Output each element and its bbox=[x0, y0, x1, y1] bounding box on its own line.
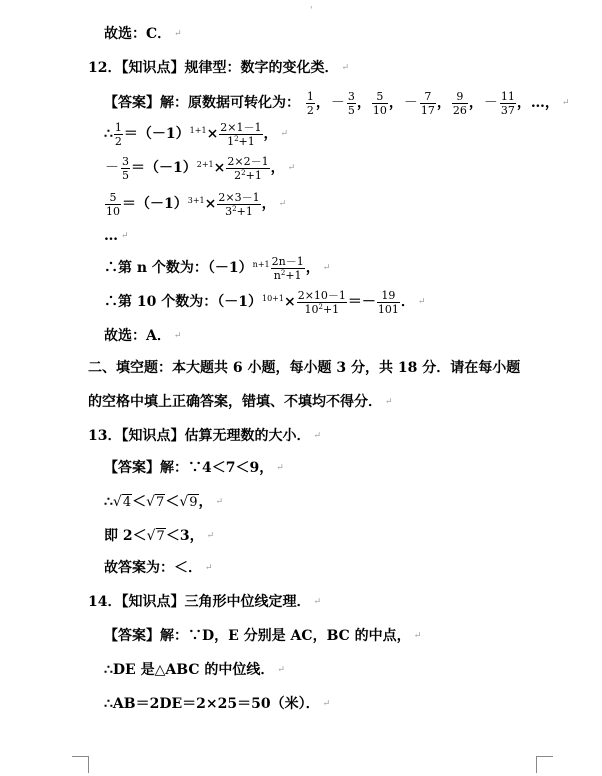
sqrt-7: √7 bbox=[146, 494, 165, 510]
q11-conclusion: 故选：C． ↵ bbox=[104, 26, 182, 42]
seq-fraction: $\frac{7}{17}$ bbox=[420, 89, 435, 117]
tenth-result-frac: $\frac{19}{101}$ bbox=[377, 288, 399, 316]
seq-sign: － bbox=[483, 95, 498, 111]
q13-heading: 13．【知识点】估算无理数的大小． ↵ bbox=[88, 428, 322, 444]
q12-answer-sequence: 【答案】解：原数据可转化为： $\frac{1}{2}$ ，－ $\frac{3}{5}$ ， $\frac{5}{10}$ ，－ $\frac{7}{17}$ ， $\frac{9}{26}$ ，－ $\frac{11}{37}$ ，…， ↵ bbox=[104, 89, 570, 117]
seq-sign: － bbox=[403, 95, 418, 111]
sqrt-7-b: √7 bbox=[146, 528, 165, 544]
seq-fraction: $\frac{1}{2}$ bbox=[306, 89, 314, 117]
q13-conclusion: 故答案为：＜． ↵ bbox=[104, 560, 213, 576]
row3-frac: $\frac{5}{10}$ bbox=[106, 190, 120, 218]
q14-line2: ∴DE 是△ABC 的中位线． ↵ bbox=[104, 662, 285, 678]
seq-fraction: $\frac{11}{37}$ bbox=[500, 89, 515, 117]
q12-row-3: $\frac{5}{10}$ $=(-1)^{3+1}\times$ $\frac{2\times 3-1}{3^2+1}$ ， ↵ bbox=[106, 190, 287, 218]
tenth-frac: $\frac{2\times 10-1}{10^2+1}$ bbox=[297, 288, 346, 316]
row2-big-frac: $\frac{2\times 2-1}{2^2+1}$ bbox=[227, 154, 269, 182]
nth-frac: $\frac{2n-1}{n^2+1}$ bbox=[271, 254, 304, 282]
row2-frac: $\frac{3}{5}$ bbox=[122, 154, 129, 182]
q14-answer: 【答案】解：∵D，E 分别是 AC，BC 的中点， ↵ bbox=[104, 628, 422, 644]
q12-tenth-term: ∴第 10 个数为：$(-1)^{10+1}\times$ $\frac{2\times 10-1}{10^2+1}$ ＝－ $\frac{19}{101}$ ． ↵ bbox=[104, 288, 426, 316]
row3-big-frac: $\frac{2\times 3-1}{3^2+1}$ bbox=[218, 190, 260, 218]
q12-ellipsis: … ↵ bbox=[104, 228, 129, 244]
q12-nth-term: ∴第 n 个数为：$(-1)^{n+1}$ $\frac{2n-1}{n^2+1}$ ， ↵ bbox=[104, 254, 331, 282]
sqrt-9: √9 bbox=[179, 494, 198, 510]
q14-line3: ∴AB＝2DE＝2×25＝50（米）． ↵ bbox=[104, 696, 331, 712]
seq-fraction: $\frac{9}{26}$ bbox=[452, 89, 467, 117]
page-corner-mark-right bbox=[536, 756, 553, 773]
page-corner-mark-left bbox=[72, 756, 89, 773]
q13-roots: ∴√4＜√7＜√9， ↵ bbox=[104, 490, 223, 515]
seq-fraction: $\frac{3}{5}$ bbox=[347, 89, 355, 117]
page-top-mark: ' bbox=[310, 6, 313, 16]
q12-heading: 12．【知识点】规律型：数字的变化类． ↵ bbox=[88, 60, 350, 76]
seq-sign: － bbox=[330, 95, 345, 111]
q13-answer: 【答案】解：∵4＜7＜9， ↵ bbox=[104, 460, 284, 476]
seq-fraction: $\frac{5}{10}$ bbox=[372, 89, 387, 117]
row1-big-frac: $\frac{2\times 1-1}{1^2+1}$ bbox=[220, 120, 262, 148]
sqrt-4: √4 bbox=[112, 494, 132, 510]
q12-row-2: － $\frac{3}{5}$ $=(-1)^{2+1}\times$ $\frac{2\times 2-1}{2^2+1}$ ， ↵ bbox=[105, 154, 296, 182]
row1-frac: $\frac{1}{2}$ bbox=[114, 120, 122, 148]
section2-line2: 的空格中填上正确答案，错填、不填均不得分． ↵ bbox=[88, 394, 393, 410]
q13-ji: 即 2＜√7＜3， ↵ bbox=[104, 524, 214, 549]
sequence-fractions: $\frac{1}{2}$ ，－ $\frac{3}{5}$ ， $\frac{5}{10}$ ，－ $\frac{7}{17}$ ， $\frac{9}{26}$ ，－ $\frac{11}{37}$ bbox=[306, 89, 515, 117]
q12-row-1: ∴ $\frac{1}{2}$ $=(-1)^{1+1}\times$ $\frac{2\times 1-1}{1^2+1}$ ， ↵ bbox=[104, 120, 289, 148]
q12-conclusion: 故选：A． ↵ bbox=[104, 328, 182, 344]
q14-heading: 14．【知识点】三角形中位线定理． ↵ bbox=[88, 594, 322, 610]
section2-line1: 二、填空题：本大题共 6 小题，每小题 3 分，共 18 分．请在每小题 bbox=[88, 360, 521, 376]
